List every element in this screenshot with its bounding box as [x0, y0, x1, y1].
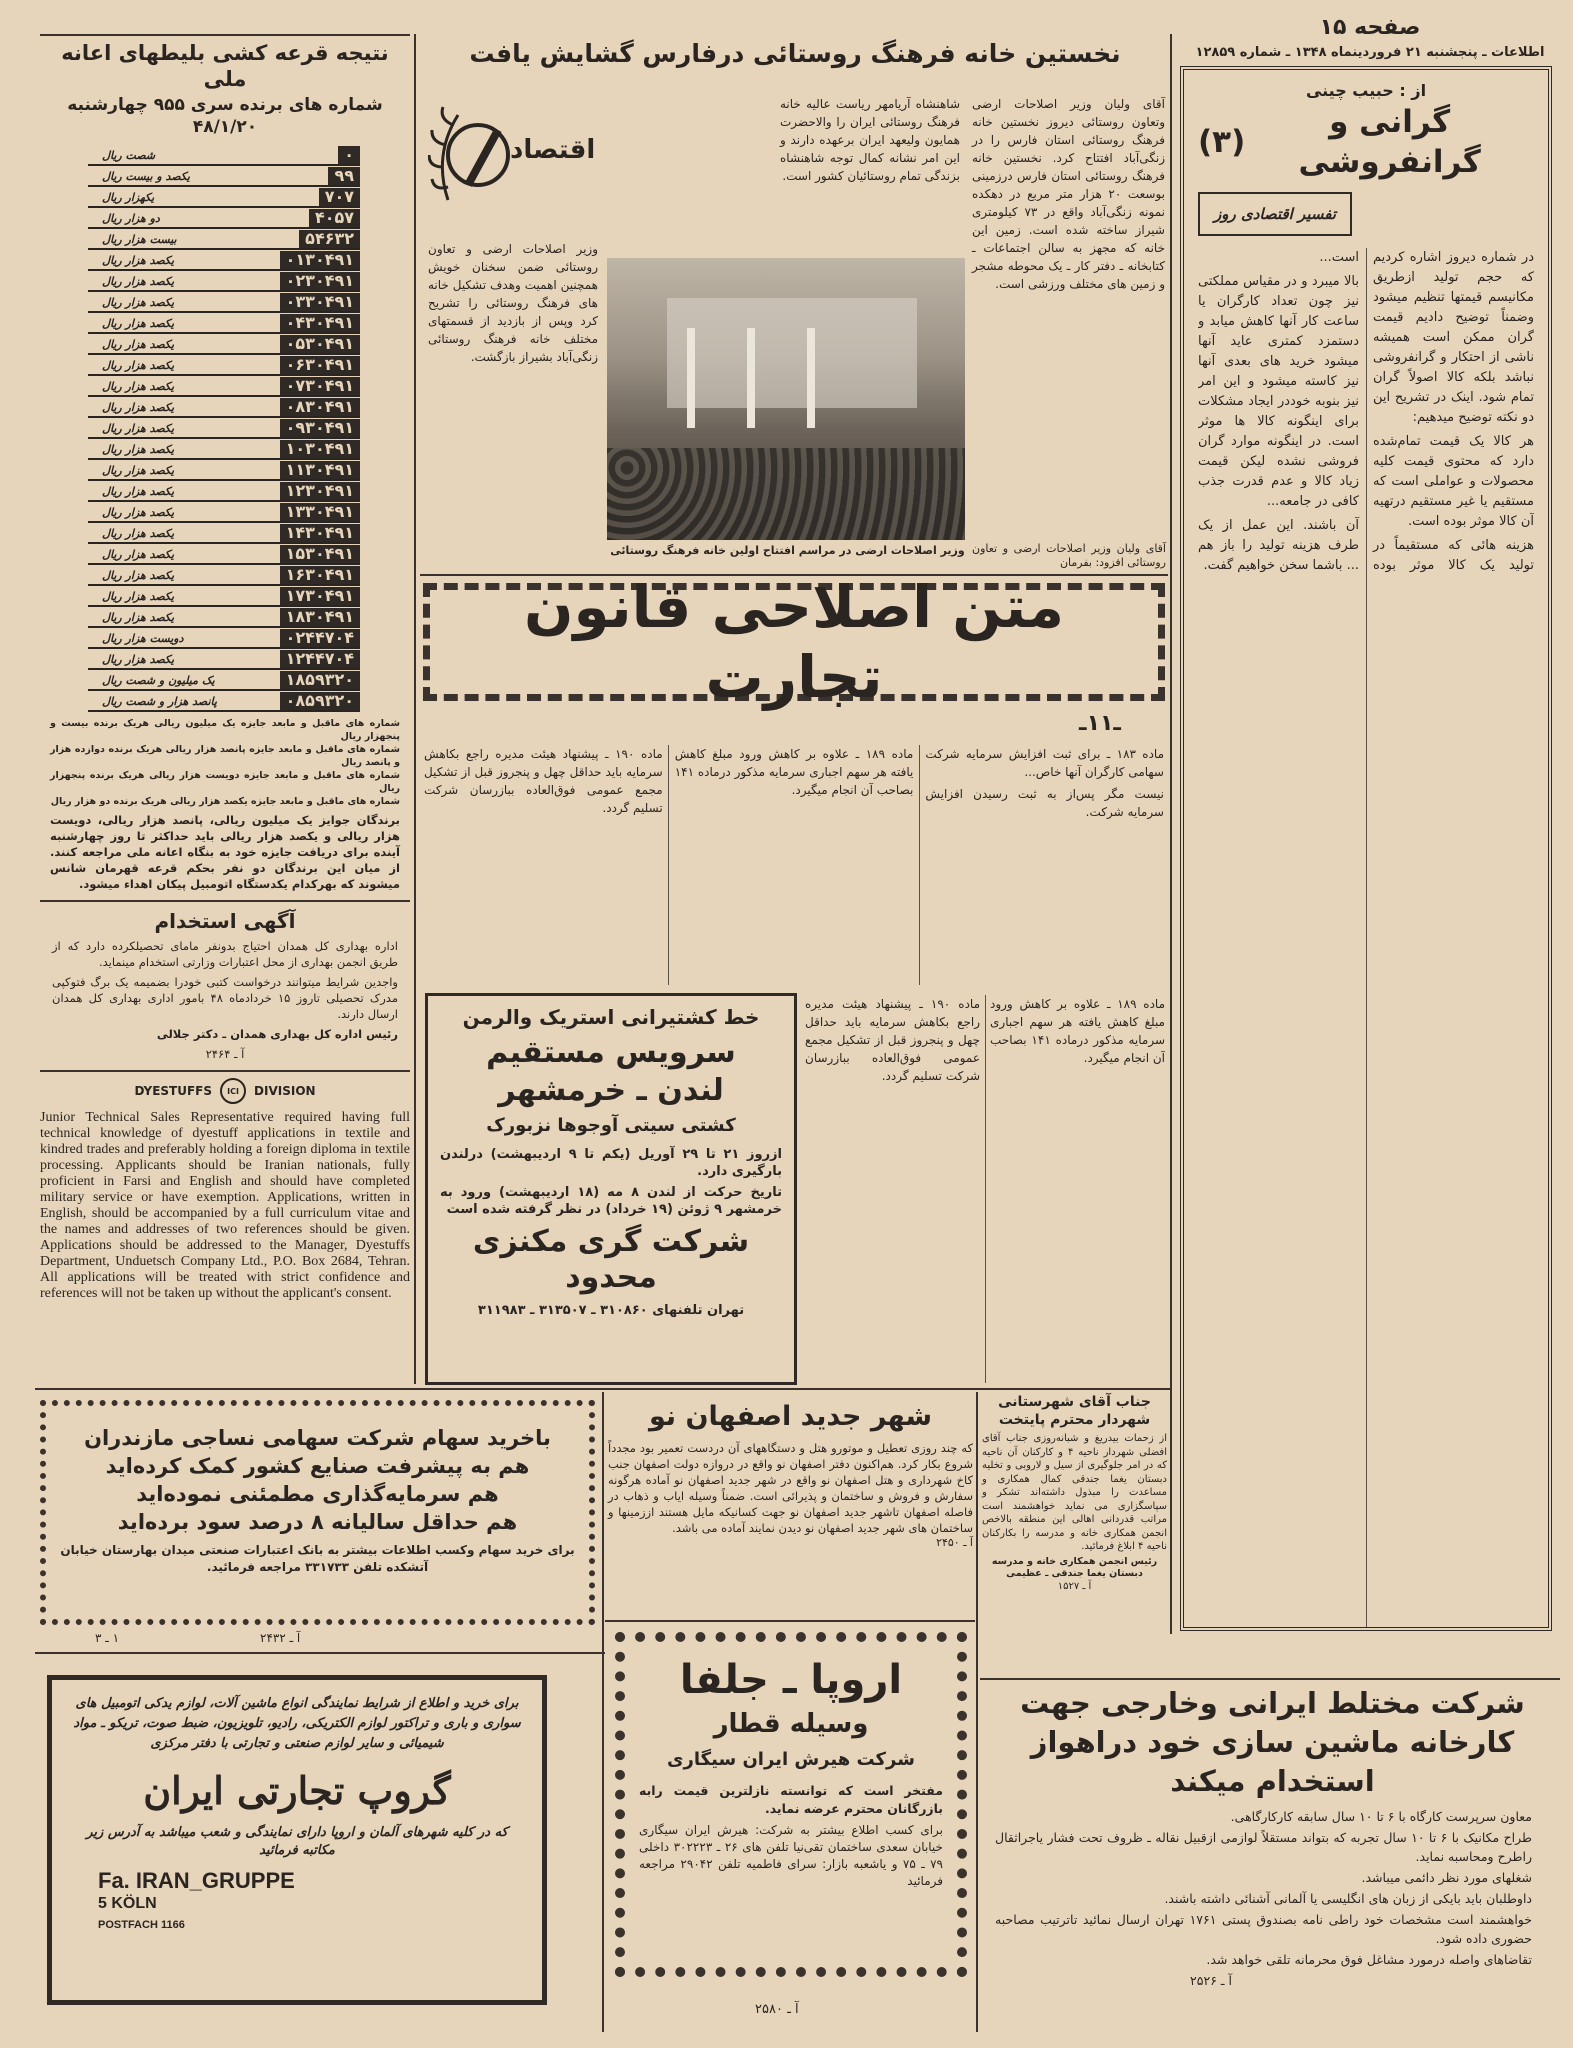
lottery-row: [88, 293, 360, 313]
prize-amount: یک میلیون و شصت ریال: [102, 673, 215, 687]
paragraph: واجدین شرایط میتوانند درخواست کتبی خودرا بضمیمه یک برگ فتوکپی مدرک تحصیلی تاروز ۱۵ خردادماه ۴۸ بامور اداری بهداری کل همدان ارسال دارند.: [52, 975, 398, 1021]
isfahan-no-ad: [608, 1394, 973, 1616]
ad-code: آ ـ ۱۵۲۷: [1057, 1580, 1092, 1592]
column-rule: [1170, 34, 1172, 1634]
prize-amount: یکصد هزار ریال: [102, 463, 175, 477]
address-postbox: POSTFACH 1166: [98, 1919, 185, 1931]
dyestuffs-body: Junior Technical Sales Representative required having full technical knowledge of dyestuff applications in textile and kindred trades and preferably holding a foreign diploma in textile processing. Applicants should be Iranian nationals, fully proficient in Farsi and English and should have completed military service or have exemption. Applications, written in English, should be accompanied by a full curriculum vitae and the names and addresses of two references should be given. Applications should be addressed to the Manager, Dyestuffs Department, Unduetsch Company Ltd., P.O. Box 2684, Tehran. All applications will be treated with strict confidence and references will not be taken up without the applicant's consent.: [40, 1110, 410, 1301]
paragraph: اداره بهداری کل همدان احتیاج بدونفر مامای تحصیلکرده دارد که از طریق انجمن بهداری از محل اعتبارات وزارتی استخدام مینماید.: [52, 939, 398, 969]
lottery-row: [88, 188, 360, 208]
wreath-gear-icon: [428, 95, 518, 210]
address-company: Fa. IRAN_GRUPPE: [98, 1868, 295, 1893]
phone-numbers: تهران تلفنهای ۳۱۰۸۶۰ ـ ۳۱۳۵۰۷ ـ ۳۱۱۹۸۳: [477, 1303, 745, 1318]
company-name: شرکت گری مکنزی محدود: [472, 1224, 750, 1295]
paragraph: آقای ولیان وزیر اصلاحات ارضی وتعاون روستائی دیروز نخستین خانه فرهنگ روستائی استان فارس را در زنگی‌آباد افتتاح کرد. نخستین خانه فرهنگ روستائی استان فارس درزمینی بوسعت ۲۰ هزار متر مربع در دهکده نمونه زنگی‌آباد واقع در ۷۳ کیلومتری شیراز ساخته شده است. زمین این خانه که مجهز به سالن اجتماعات ـ کتابخانه ـ دفتر کار ـ یک محوطه مشجر و زمین های مختلف ورزشی است.: [972, 97, 1165, 291]
prize-amount: یکصد هزار ریال: [102, 421, 175, 435]
lottery-row: [88, 398, 360, 418]
prize-amount: یکصد هزار ریال: [102, 652, 175, 666]
ad-line: باخرید سهام شرکت سهامی نساجی مازندران: [84, 1426, 551, 1450]
law-banner: [423, 573, 1165, 711]
lottery-row: [88, 209, 360, 229]
winning-number: ۱۲۳۰۴۹۱: [280, 482, 360, 500]
lottery-row: [88, 440, 360, 460]
page-number: صفحه ۱۵: [1319, 15, 1421, 40]
winning-number: ۱۴۳۰۴۹۱: [280, 524, 360, 542]
paragraph: ماده ۱۹۰ ـ پیشنهاد هیئت مدیره راجع بکاهش سرمایه باید حداقل چهل و پنجروز قبل از تشکیل مجمع عمومی فوق‌العاده ببازرسان شرکت تسلیم گردد.: [805, 997, 981, 1083]
top-rule: [40, 34, 410, 36]
part-number: (۳): [1198, 124, 1246, 160]
section-rule: [605, 1620, 975, 1622]
law-body: [424, 745, 1164, 985]
winning-number: ۱۶۳۰۴۹۱: [280, 566, 360, 584]
ici-logo-icon: ICI: [220, 1078, 246, 1104]
winning-number: ۱۸۵۹۳۲۰: [280, 671, 360, 689]
winning-number: ۹۹: [328, 167, 360, 185]
column-label-box: [1198, 192, 1352, 236]
section-rule: [35, 1652, 605, 1654]
winning-number: ۷۰۷: [319, 188, 360, 206]
headline: نخستین خانه فرهنگ روستائی درفارس گشایش یافت: [469, 39, 1121, 68]
ad-run: ۱ ـ ۳: [95, 1631, 120, 1645]
lottery-subtitle: شماره های برنده سری ۹۵۵ چهارشنبه ۴۸/۱/۲۰: [67, 95, 383, 137]
winning-number: ۱۵۳۰۴۹۱: [280, 545, 360, 563]
ad-body: برای خرید سهام وکسب اطلاعات بیشتر به بانک اعتبارات صنعتی میدان بهارستان خیابان آتشکده تلفن ۳۳۱۷۳۳ مراجعه فرمائید.: [60, 1543, 575, 1574]
paragraph: ماده ۱۹۰ ـ پیشنهاد هیئت مدیره راجع بکاهش سرمایه باید حداقل چهل و پنجروز قبل از تشکیل مجمع عمومی فوق‌العاده ببازرسان شرکت تسلیم گردد.: [424, 747, 663, 815]
shipping-line: خط کشتیرانی استریک والرمن: [462, 1005, 760, 1029]
address-city: 5 KÖLN: [98, 1895, 157, 1912]
prize-amount: یکصد هزار ریال: [102, 379, 175, 393]
ad-code: آ ـ ۲۴۳۲: [260, 1631, 301, 1645]
prize-amount: یکصد و بیست ریال: [102, 169, 190, 183]
author: از : حبیب چینی: [1305, 81, 1427, 100]
ad-title: کارخانه ماشین سازی خود دراهواز: [1030, 1725, 1515, 1759]
prize-amount: یکصد هزار ریال: [102, 547, 175, 561]
paragraph: هر کالا یک قیمت تمام‌شده دارد که محتوی قیمت کلیه محصولات و عواملی است که مستقیم یا غیر مستقیم درتهیه آن کالا موثر بوده است.: [1373, 434, 1534, 529]
prize-amount: دویست هزار ریال: [102, 631, 184, 645]
paragraph: ماده ۱۸۳ ـ برای ثبت افزایش سرمایه شرکت سهامی کارگران آنها خاص...: [925, 747, 1164, 779]
winning-number: ۰۵۳۰۴۹۱: [280, 335, 360, 353]
hiring-title: آگهی استخدام: [154, 909, 296, 933]
winning-number: ۰۲۴۴۷۰۴: [280, 629, 360, 647]
europe-julfa-ad: [615, 1632, 967, 1977]
winning-number: ۱۰۳۰۴۹۱: [280, 440, 360, 458]
winning-number: ۱۸۳۰۴۹۱: [280, 608, 360, 626]
ad-intro: برای خرید و اطلاع از شرایط نمایندگی انواع ماشین آلات، لوازم یدکی اتومبیل های سواری و باری و تراکتور لوازم الکتریکی، رادیو، تلویزیون، ضبط صوت، تریکو ـ مواد شیمیائی و سایر لوازم صنعتی و تجارتی با دفتر مرکزی: [73, 1696, 521, 1751]
prize-amount: یکصد هزار ریال: [102, 295, 175, 309]
lottery-row: [88, 566, 360, 586]
winning-number: ۰۹۳۰۴۹۱: [280, 419, 360, 437]
ad-title: گروپ تجارتی ایران: [143, 1768, 451, 1813]
left-column: [40, 40, 410, 1386]
caption-continuation: آقای ولیان وزیر اصلاحات ارضی و تعاون روستائی افزود: بفرمان: [972, 542, 1166, 569]
lottery-title: نتیجه قرعه کشی بلیطهای اعانه ملی: [61, 41, 389, 91]
paragraph: آن باشند. این عمل از یک طرف هزینه تولید را باز هم ... باشما سخن خواهیم گفت.: [1198, 518, 1359, 573]
winning-number: ۱۳۳۰۴۹۱: [280, 503, 360, 521]
lottery-row: [88, 251, 360, 271]
essay-title: گرانی و گرانفروشی: [1298, 104, 1481, 180]
section-rule: [35, 1388, 1170, 1390]
prize-amount: یکصد هزار ریال: [102, 526, 175, 540]
winning-number: ۰۸۳۰۴۹۱: [280, 398, 360, 416]
lottery-row: [88, 314, 360, 334]
signature: رئیس اداره کل بهداری همدان ـ دکتر جلالی: [156, 1027, 398, 1041]
winning-number: ۰۶۳۰۴۹۱: [280, 356, 360, 374]
paragraph: نیست مگر پس‌از به ثبت رسیدن افزایش سرمایه شرکت.: [925, 787, 1164, 819]
paragraph: ماده ۱۸۹ ـ علاوه بر کاهش ورود مبلغ کاهش یافته هر سهم اجباری سرمایه مذکور درماده ۱۴۱ بصاحب آن انجام میگیرد.: [990, 997, 1165, 1065]
winning-number: ۰: [338, 146, 360, 164]
section-rule: [40, 1070, 410, 1072]
shipping-ad: [425, 993, 797, 1385]
lottery-row: [88, 419, 360, 439]
ad-code: آ ـ ۲۵۸۰: [755, 2002, 799, 2017]
hiring-notice-hamadan: [40, 908, 410, 1066]
ad-line: شغلهای مورد نظر دائمی میباشد.: [1361, 1870, 1532, 1885]
winning-number: ۰۸۵۹۳۲۰: [280, 692, 360, 710]
iran-trade-group-ad: [47, 1675, 547, 2005]
mazandaran-textile-ad: [40, 1400, 595, 1625]
winning-number: ۰۴۳۰۴۹۱: [280, 314, 360, 332]
prize-amount: یکصد هزار ریال: [102, 253, 175, 267]
law-body-continued: [805, 995, 1165, 1383]
ad-body: [985, 1807, 1560, 1990]
lottery-notes: [50, 717, 400, 808]
route: لندن ـ خرمشهر: [498, 1073, 724, 1108]
prize-amount: یکصد هزار ریال: [102, 484, 175, 498]
winning-number: ۱۱۳۰۴۹۱: [280, 461, 360, 479]
ad-subtitle: وسیله قطار: [713, 1709, 869, 1739]
paragraph: بالا میبرد و در مقیاس مملکتی نیز چون تعداد کارگران یا ساعت کار آنها کاهش میابد و دستمزد کمتری عاید آنها میشود خرید های بعدی آنها نیز کاسته میشود و این امر نیز بنوبه خوددر ایجاد مشکلات برای اینگونه کالا ها موثر است. در اینگونه موارد گران فروشی نشده لیکن قیمت زیاد کالا و عدم قدرت جذب کافی در جامعه...: [1198, 274, 1359, 509]
lottery-row: [88, 671, 360, 691]
paragraph: شاهنشاه آریامهر ریاست عالیه خانه فرهنگ روستائی ایران را والاحضرت همایون ولیعهد ایران برعهده دارند و این امر نشانه کمال توجه شاهنشاه بزندگی تمام روستائیان کشور است.: [780, 97, 960, 183]
ad-line: هم حداقل سالیانه ۸ درصد سود برده‌اید: [117, 1510, 518, 1534]
ad-code: آ ـ ۲۵۲۶: [1190, 1973, 1232, 1988]
prize-amount: دو هزار ریال: [102, 211, 160, 225]
prize-amount: یکهزار ریال: [102, 190, 155, 204]
lottery-row: [88, 650, 360, 670]
prize-amount: یکصد هزار ریال: [102, 274, 175, 288]
lottery-row: [88, 482, 360, 502]
section-rule: [980, 1678, 1560, 1680]
lottery-row: [88, 356, 360, 376]
prize-amount: یکصد هزار ریال: [102, 400, 175, 414]
essay-body: [1198, 248, 1534, 1628]
prize-amount: شصت ریال: [102, 148, 156, 162]
section-rule: [40, 900, 410, 902]
thanks-notice: [982, 1393, 1167, 1675]
paragraph: در شماره دیروز اشاره کردیم که حجم تولید ازطریق مکانیسم قیمتها تنظیم میشود وضمناً توضیح دادیم قیمت گران ممکن است همیشه ناشی از احتکار و گرانفروشی نباشد بلکه کالا اصولاً گران تمام شود. اینک در تشریح این دو نکته توضیح میدهیم:: [1373, 250, 1534, 425]
article-col-3: [428, 240, 598, 370]
prize-amount: یکصد هزار ریال: [102, 316, 175, 330]
company-name: شرکت هیرش ایران سیگاری: [667, 1749, 915, 1770]
column-rule: [976, 1392, 978, 2032]
ad-code: آ ـ ۲۴۵۰: [936, 1536, 973, 1549]
winning-number: ۰۲۳۰۴۹۱: [280, 272, 360, 290]
winning-number: ۰۱۳۰۴۹۱: [280, 251, 360, 269]
lottery-row: [88, 545, 360, 565]
ad-heading: DYESTUFFS: [134, 1084, 213, 1098]
ad-line: معاون سرپرست کارگاه با ۶ تا ۱۰ سال سابقه کارکارگاهی.: [1230, 1809, 1532, 1824]
lottery-note: شماره های ماقبل و مابعد جایزه دویست هزار ریالی هریک برنده پنجهزار ریال: [50, 770, 400, 794]
prize-amount: پانصد هزار و شصت ریال: [102, 694, 217, 708]
headline: متن اصلاحی قانون تجارت: [523, 573, 1064, 711]
ad-heading: DIVISION: [254, 1084, 316, 1098]
paragraph: ماده ۱۸۹ ـ علاوه بر کاهش ورود مبلغ کاهش یافته هر سهم اجباری سرمایه مذکور درماده ۱۴۱ بصاحب آن انجام میگیرد.: [674, 747, 914, 797]
lottery-note: شماره های ماقبل و مابعد جایزه یکصد هزار ریالی هریک برنده دو هزار ریال: [50, 796, 400, 807]
lottery-note: شماره های ماقبل و مابعد جایزه پانصد هزار ریالی هریک برنده دوازده هزار و پانصد ریال: [50, 744, 400, 768]
lottery-table: [88, 146, 360, 712]
lottery-row: [88, 503, 360, 523]
article-col-1: [972, 95, 1165, 297]
lottery-row: [88, 524, 360, 544]
economic-commentary: [1180, 66, 1552, 1631]
dateline: اطلاعات ـ پنجشنبه ۲۱ فروردینماه ۱۳۴۸ ـ شماره ۱۲۸۵۹: [1195, 45, 1545, 60]
ad-line: هم به پیشرفت صنایع کشور کمک کرده‌اید: [105, 1454, 530, 1478]
section-logo-text: اقتصاد: [510, 135, 596, 165]
prize-amount: یکصد هزار ریال: [102, 358, 175, 372]
lottery-row: [88, 608, 360, 628]
winning-number: ۱۷۳۰۴۹۱: [280, 587, 360, 605]
prize-amount: یکصد هزار ریال: [102, 589, 175, 603]
ad-line: تقاضاهای واصله درمورد مشاغل فوق محرمانه تلقی خواهد شد.: [1206, 1952, 1532, 1967]
column-rule: [414, 34, 416, 1384]
ad-body: که چند روزی تعطیل و موتورو هتل و دستگاههای آن دردست تعمیر بود مجدداً شروع بکار کرد. هم‌اکنون دفتر اصفهان نو واقع در دروازه دولت اصفهان جنب کاخ شهرداری و هتل اصفهان نو واقع در شهر جدید اصفهان نو آماده هرگونه سفارش و فروش و ساختمان و پذیرائی است. ضمناً وسیله ایاب و ذهاب در فاصله اصفهان تاشهر جدید اصفهان نو جهت کسانیکه مایل هستند اززمینها و ساختمان های شهر جدید اصفهان نو دیدن نمایند آماده می باشد.: [608, 1441, 973, 1535]
prize-amount: بیست هزار ریال: [102, 232, 177, 246]
lottery-note: شماره های ماقبل و مابعد جایزه یک میلیون ریالی هریک برنده بیست و پنجهزار ریال: [50, 718, 400, 742]
prize-amount: یکصد هزار ریال: [102, 337, 175, 351]
hiring-body: [52, 938, 398, 1062]
winning-number: ۴۰۵۷: [309, 209, 360, 227]
paragraph: وزیر اصلاحات ارضی و تعاون روستائی ضمن سخنان خویش همچنین اهمیت وهدف تشکیل خانه های فرهنگ روستائی را تشریح کرد وپس از بازدید از قسمتهای مختلف خانه فرهنگ روستائی زنگی‌آباد بشیراز بازگشت.: [428, 242, 598, 364]
signature: رئیس انجمن همکاری خانه و مدرسه دبستان یغما جندقی ـ عظیمی: [991, 1555, 1158, 1579]
ship-name: کشتی سیتی آوجوها نزبورک: [486, 1115, 736, 1136]
lottery-row: [88, 692, 360, 712]
winning-number: ۵۴۶۳۲: [299, 230, 360, 248]
lottery-row: [88, 230, 360, 250]
notice-title: جناب آقای شهرستانی: [998, 1394, 1151, 1410]
lottery-footer: برندگان جوایز یک میلیون ریالی، پانصد هزار ریالی، دویست هزار ریالی و یکصد هزار ریالی باید حداکثر تا روز چهارشنبه آینده برای دریافت جایزه خود به بنگاه اعانه ملی مراجعه کنند. از میان این برندگان دو نفر بحکم قرعه قهرمان شانس میشوند که بهرکدام یکدستگاه اتومبیل پیکان اهداء میشود.: [50, 813, 400, 891]
prize-amount: یکصد هزار ریال: [102, 568, 175, 582]
part-number: ـ۱۱ـ: [1079, 711, 1121, 736]
dyestuffs-ad: [40, 1078, 410, 1302]
lottery-row: [88, 629, 360, 649]
lottery-row: [88, 146, 360, 166]
ad-title: شرکت مختلط ایرانی وخارجی جهت: [1020, 1686, 1525, 1720]
economy-section-logo: [428, 95, 596, 210]
prize-amount: یکصد هزار ریال: [102, 442, 175, 456]
winning-number: ۰۷۳۰۴۹۱: [280, 377, 360, 395]
lottery-results: [40, 40, 410, 892]
column-rule: [602, 1392, 604, 2032]
ad-line: داوطلبان باید بایکی از زبان های انگلیسی یا آلمانی آشنائی داشته باشند.: [1164, 1891, 1532, 1906]
ad-title: اروپا ـ جلفا: [679, 1657, 903, 1703]
winning-number: ۱۲۴۴۷۰۴: [280, 650, 360, 668]
loading-dates: ازروز ۲۱ تا ۲۹ آوریل (یکم تا ۹ اردیبهشت) درلندن بارگیری دارد.: [440, 1147, 782, 1179]
ad-title: شهر جدید اصفهان نو: [648, 1401, 932, 1432]
paragraph: هزینه هائی که مستقیماً در تولید یک کالا موثر بوده است...: [1319, 250, 1534, 573]
notice-title: شهردار محترم پایتخت: [998, 1412, 1151, 1428]
winning-number: ۰۳۳۰۴۹۱: [280, 293, 360, 311]
lottery-row: [88, 272, 360, 292]
ad-line: طراح مکانیک با ۶ تا ۱۰ سال تجربه که بتواند مستقلاً لوازمی ازقبیل نقاله ـ ظروف تحت فشار یاجراثقال راطرح ومحاسبه نماید.: [995, 1830, 1532, 1864]
ad-title: استخدام میکند: [1170, 1764, 1375, 1798]
article-col-2: [780, 95, 960, 189]
photo-caption: وزیر اصلاحات ارضی در مراسم افتتاح اولین خانه فرهنگ روستائی: [610, 544, 965, 557]
lottery-row: [88, 167, 360, 187]
ad-code: آ ـ ۲۴۶۴: [205, 1047, 245, 1061]
ad-line: هم سرمایه‌گذاری مطمئنی نموده‌اید: [136, 1482, 499, 1506]
notice-body: از زحمات بیدریغ و شبانه‌روزی جناب آقای افضلی شهردار ناحیه ۴ و کارکنان آن ناحیه که در امر جلوگیری از سیل و لاروبی و تخلیه دبستان یغما جندقی کمال همکاری و مساعدت را مبذول داشته‌اند تشکر و سپاسگزاری می نماید خواهشمند است مراتب قدردانی اهالی این منطقه بالاخص انجمن همکاری خانه و مدرسه را بکارکنان ناحیه ۴ ابلاغ فرمائید.: [982, 1433, 1167, 1552]
service-title: سرویس مستقیم: [486, 1035, 736, 1070]
ad-body: مفتخر است که توانسته نازلترین قیمت رابه بازرگانان محترم عرضه نماید.: [639, 1783, 943, 1816]
lottery-row: [88, 377, 360, 397]
prize-amount: یکصد هزار ریال: [102, 610, 175, 624]
ceremony-photo: [607, 258, 965, 540]
lottery-row: [88, 335, 360, 355]
ad-line: خواهشمند است مشخصات خود راطی نامه بصندوق پستی ۱۷۶۱ تهران ارسال نمائید تاترتیب مصاحبه حضوری داده شود.: [995, 1912, 1532, 1946]
prize-amount: یکصد هزار ریال: [102, 505, 175, 519]
car-factory-hiring-ad: [985, 1684, 1560, 2046]
lottery-row: [88, 587, 360, 607]
column-label: تفسیر اقتصادی روز: [1214, 205, 1336, 223]
ad-contact: برای کسب اطلاع بیشتر به شرکت: هیرش ایران سیگاری خیابان سعدی ساختمان تقی‌نیا تلفن های ۲۶ ـ ۳۰۲۲۲۳ داخلی ۷۹ ـ ۷۵ و یاشعبه بازار: سرای فاطمیه تلفن ۲۹۰۴۲ مراجعه فرمائید: [639, 1823, 943, 1888]
ad-outro: که در کلیه شهرهای آلمان و اروپا دارای نمایندگی و شعب میباشد به آدرس زیر مکاتبه فرمائید: [86, 1825, 508, 1858]
departure-dates: تاریخ حرکت از لندن ۸ مه (۱۸ اردیبهشت) ورود به خرمشهر ۹ ژوئن (۱۹ خرداد) در نظر گرفته شده است: [440, 1185, 782, 1217]
lottery-row: [88, 461, 360, 481]
